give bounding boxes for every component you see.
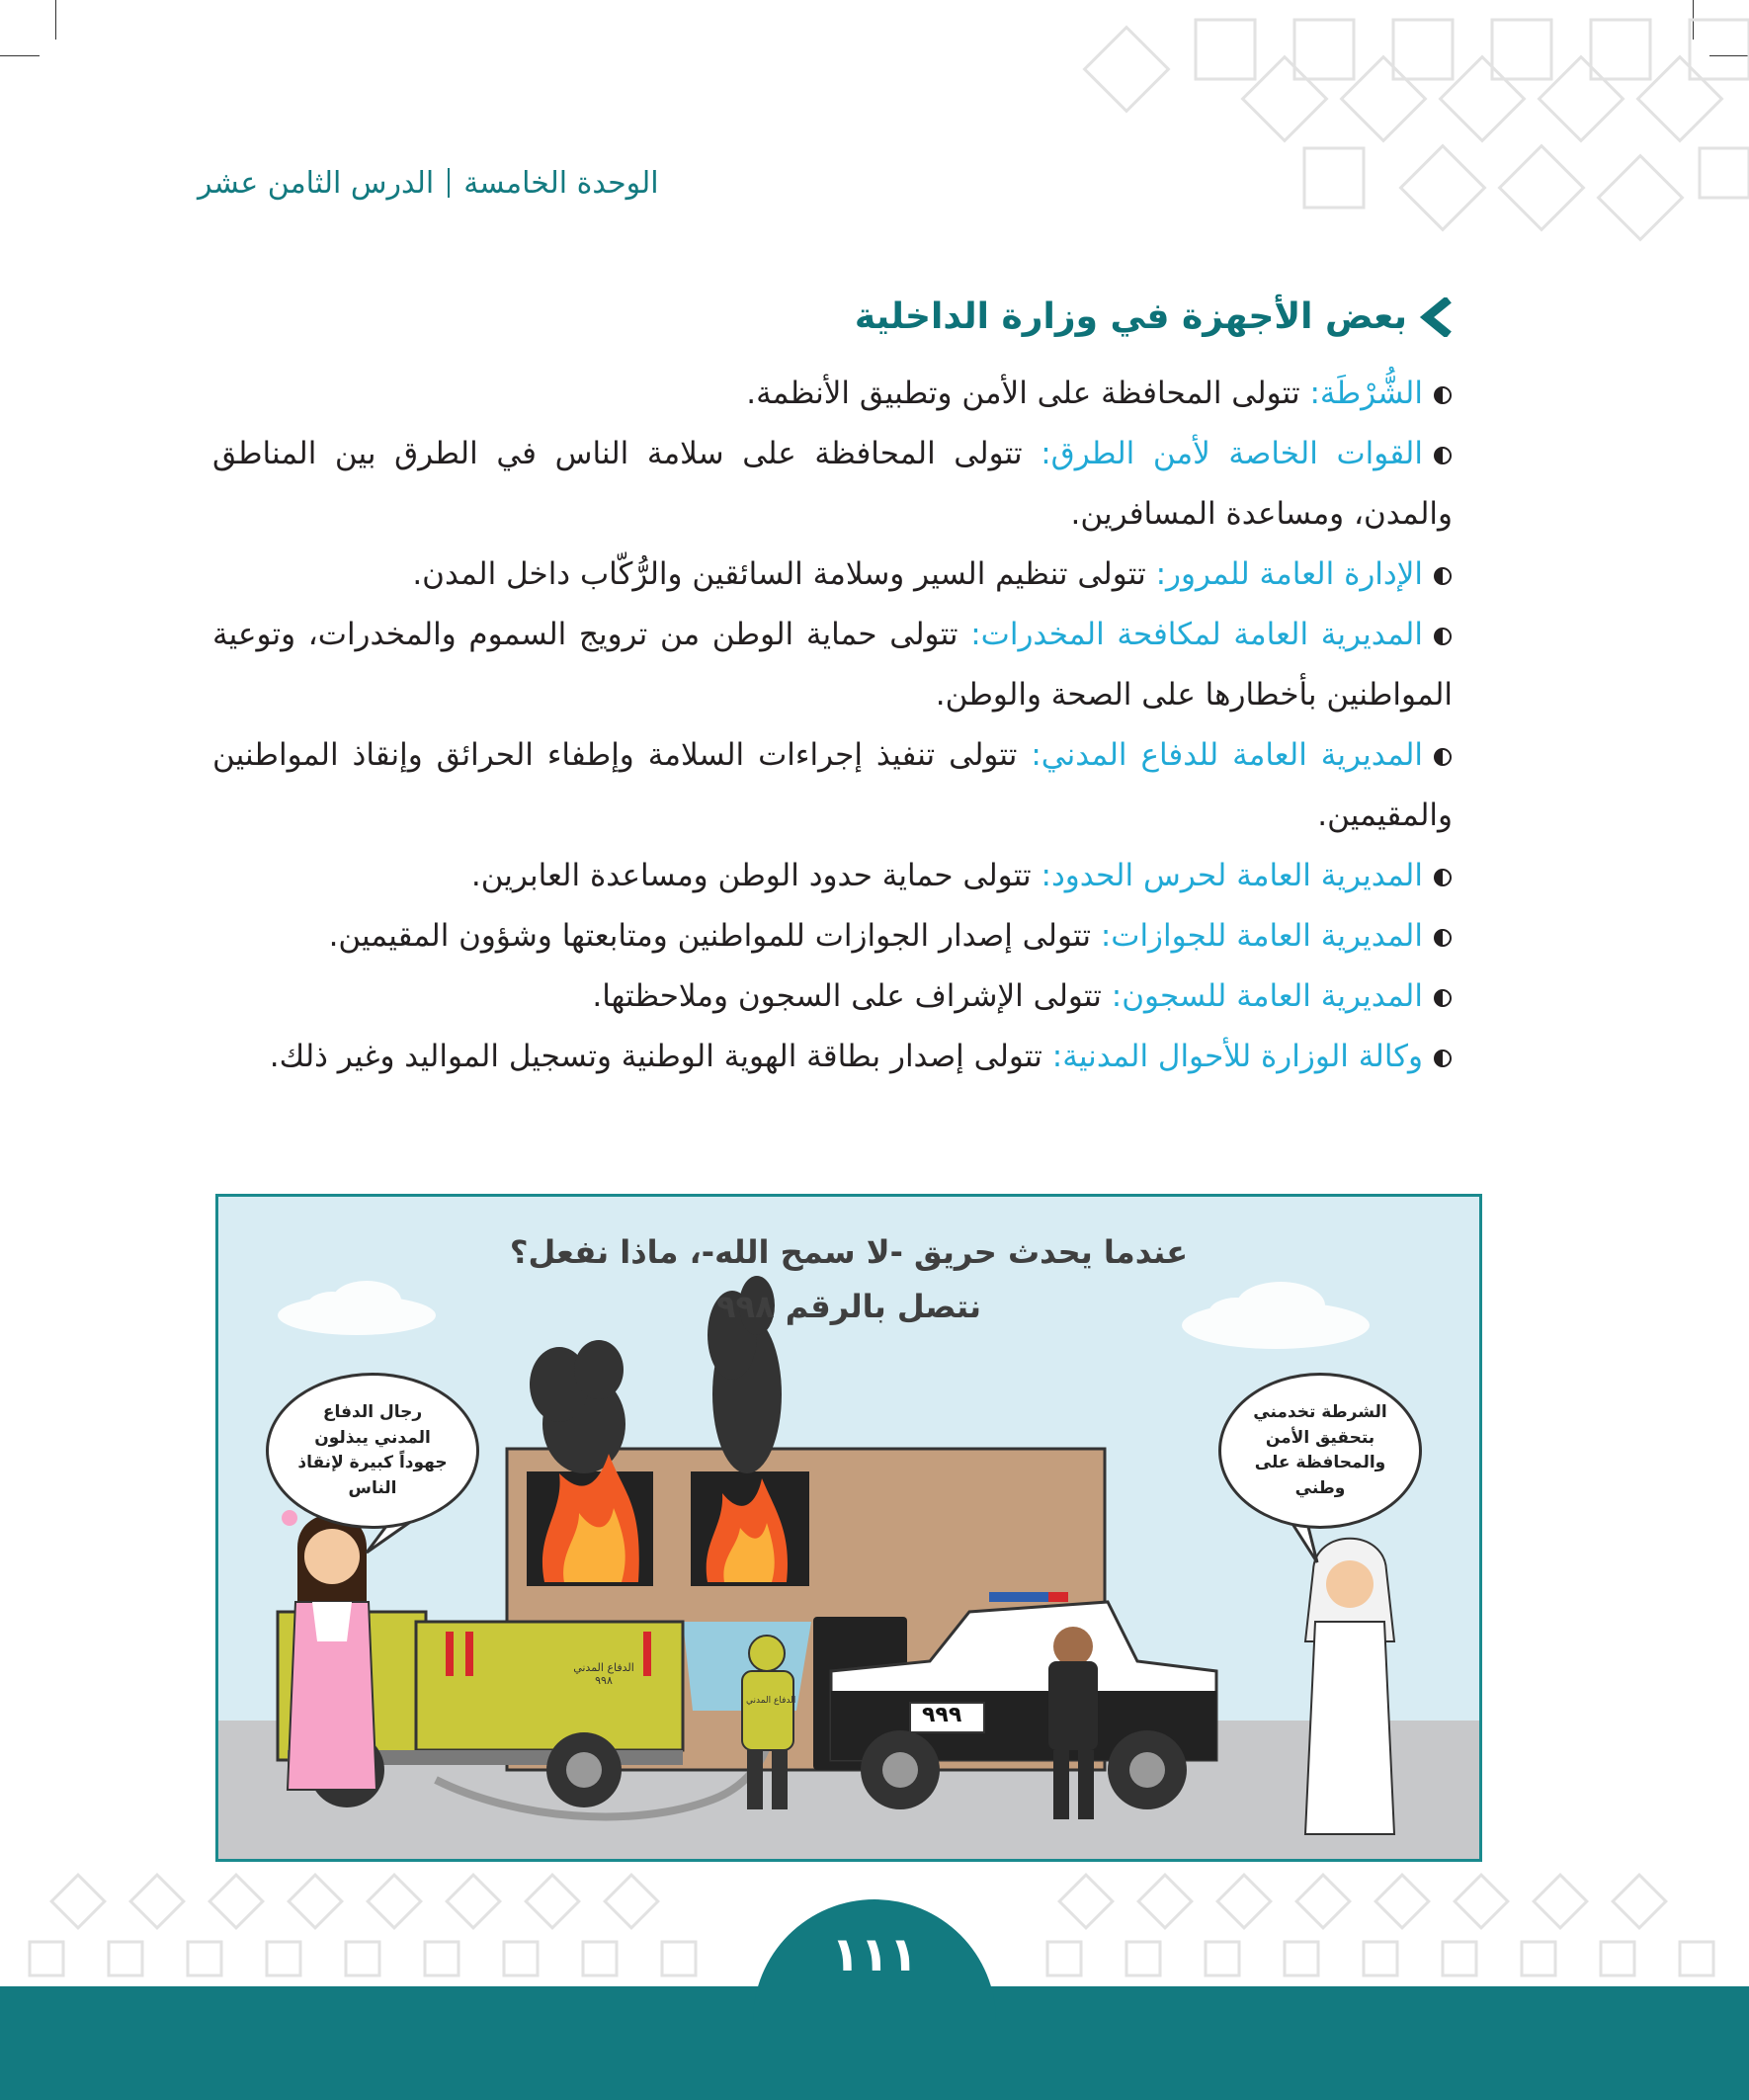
police-car-number: ٩٩٩	[922, 1703, 962, 1727]
truck-number: ٩٩٨	[595, 1674, 613, 1687]
agency-term: الإدارة العامة للمرور:	[1155, 556, 1423, 592]
lesson-label: الدرس الثامن عشر	[198, 166, 435, 201]
truck-label-text: الدفاع المدني	[573, 1661, 634, 1674]
agency-description: تتولى حماية حدود الوطن ومساعدة العابرين.	[470, 858, 1032, 893]
jacket-label: الدفاع المدني	[746, 1696, 796, 1706]
agency-description: تتولى تنفيذ إجراءات السلامة وإطفاء الحرائق وإنقاذ المواطنين والمقيمين.	[212, 737, 1453, 833]
half-circle-bullet-icon	[1433, 747, 1453, 767]
list-item	[212, 605, 1453, 725]
list-item	[212, 846, 1453, 906]
section-title-text: بعض الأجهزة في وزارة الداخلية	[854, 296, 1407, 337]
chevron-left-icon	[1419, 297, 1453, 337]
agency-description: تتولى إصدار بطاقة الهوية الوطنية وتسجيل المواليد وغير ذلك.	[269, 1039, 1042, 1074]
agency-term: الشُّرْطَة:	[1309, 376, 1423, 411]
speech-bubble-right-text: الشرطة تخدمني بتحقيق الأمن والمحافظة على وطني	[1253, 1402, 1387, 1498]
list-item	[212, 906, 1453, 966]
truck-label	[559, 1661, 648, 1687]
half-circle-bullet-icon	[1433, 566, 1453, 586]
agency-description: تتولى الإشراف على السجون وملاحظتها.	[592, 978, 1102, 1014]
agency-list	[212, 364, 1453, 1087]
agency-description: تتولى المحافظة على سلامة الناس في الطرق بين المناطق والمدن، ومساعدة المسافرين.	[212, 436, 1453, 532]
header-separator	[448, 168, 450, 198]
illustration-subtitle: نتصل بالرقم ٩٩٨	[715, 1288, 982, 1325]
speech-bubble-left-text: رجال الدفاع المدني يبذلون جهوداً كبيرة لإنقاذ الناس	[297, 1402, 448, 1498]
page-number: ١١١	[831, 1927, 918, 1982]
speech-bubble-right	[1218, 1373, 1422, 1529]
half-circle-bullet-icon	[1433, 868, 1453, 887]
agency-term: المديرية العامة للسجون:	[1111, 978, 1423, 1014]
half-circle-bullet-icon	[1433, 385, 1453, 405]
list-item	[212, 545, 1453, 605]
agency-term: المديرية العامة للجوازات:	[1100, 918, 1423, 954]
section-title	[855, 296, 1453, 337]
running-header	[198, 166, 659, 201]
agency-term: المديرية العامة لمكافحة المخدرات:	[970, 617, 1423, 652]
half-circle-bullet-icon	[1433, 928, 1453, 948]
agency-description: تتولى إصدار الجوازات للمواطنين ومتابعتها وشؤون المقيمين.	[328, 918, 1091, 954]
illustration-title: عندما يحدث حريق -لا سمح الله-، ماذا نفعل؟	[509, 1233, 1189, 1271]
agency-term: وكالة الوزارة للأحوال المدنية:	[1051, 1039, 1423, 1074]
crop-mark	[0, 55, 40, 56]
agency-term: القوات الخاصة لأمن الطرق:	[1041, 436, 1423, 471]
boy-character	[1305, 1539, 1394, 1834]
fire-scene-illustration	[215, 1194, 1482, 1862]
agency-description: تتولى تنظيم السير وسلامة السائقين والرُّكّاب داخل المدن.	[412, 556, 1146, 592]
girl-character	[282, 1510, 376, 1790]
half-circle-bullet-icon	[1433, 627, 1453, 646]
unit-label: الوحدة الخامسة	[463, 166, 659, 201]
agency-description: تتولى المحافظة على الأمن وتطبيق الأنظمة.	[746, 376, 1300, 411]
decorative-pattern-top	[998, 0, 1749, 287]
agency-term: المديرية العامة لحرس الحدود:	[1041, 858, 1423, 893]
list-item	[212, 364, 1453, 424]
list-item	[212, 1027, 1453, 1087]
list-item	[212, 424, 1453, 545]
agency-term: المديرية العامة للدفاع المدني:	[1031, 737, 1423, 773]
half-circle-bullet-icon	[1433, 1049, 1453, 1068]
crop-mark	[55, 0, 56, 40]
speech-bubble-left	[266, 1373, 479, 1529]
half-circle-bullet-icon	[1433, 446, 1453, 465]
list-item	[212, 725, 1453, 846]
half-circle-bullet-icon	[1433, 988, 1453, 1008]
agency-description: تتولى حماية الوطن من ترويج السموم والمخدرات، وتوعية المواطنين بأخطارها على الصحة والوطن.	[212, 617, 1453, 713]
list-item	[212, 966, 1453, 1027]
